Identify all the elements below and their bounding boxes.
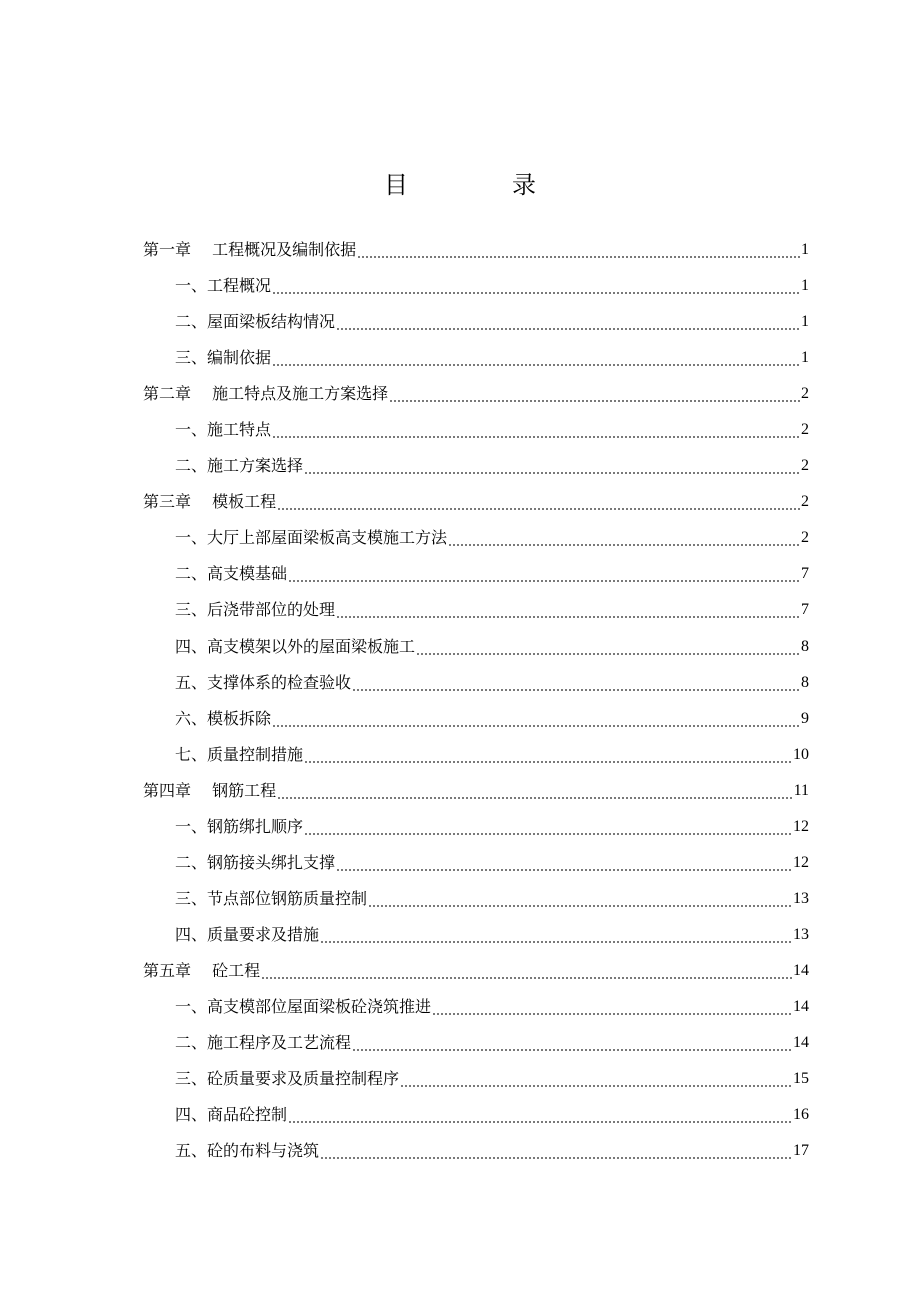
toc-section-entry[interactable]	[0, 1061, 920, 1097]
toc-page-number: 11	[793, 781, 809, 799]
toc-entry-label: 第五章 砼工程	[143, 960, 261, 980]
toc-dot-leader	[368, 889, 792, 909]
toc-section-entry[interactable]	[0, 809, 920, 845]
toc-entry-label: 第三章 模板工程	[143, 492, 277, 512]
toc-dot-leader	[277, 492, 800, 512]
toc-dot-leader	[352, 673, 800, 693]
toc-dot-leader	[272, 348, 800, 368]
toc-page-number: 13	[793, 889, 809, 907]
toc-dot-leader	[304, 745, 792, 765]
toc-section-entry[interactable]	[0, 917, 920, 953]
toc-page-number: 8	[801, 673, 809, 691]
toc-page-number: 2	[801, 457, 809, 475]
toc-page-number: 12	[793, 853, 809, 871]
toc-entry-label: 二、钢筋接头绑扎支撑	[175, 852, 336, 872]
toc-page-number: 14	[793, 961, 809, 979]
toc-page-number: 15	[793, 1070, 809, 1088]
toc-entry-label: 三、砼质量要求及质量控制程序	[175, 1069, 400, 1089]
toc-page-number: 1	[801, 277, 809, 295]
toc-entry-label: 三、后浇带部位的处理	[175, 600, 336, 620]
toc-entry-label: 第二章 施工特点及施工方案选择	[143, 384, 389, 404]
toc-entry-label: 三、节点部位钢筋质量控制	[175, 888, 368, 908]
toc-section-entry[interactable]	[0, 1133, 920, 1169]
toc-page-number: 14	[793, 1034, 809, 1052]
toc-title: 目 录	[384, 171, 576, 199]
toc-dot-leader	[272, 709, 800, 729]
toc-section-entry[interactable]	[0, 268, 920, 304]
toc-section-entry[interactable]	[0, 304, 920, 340]
toc-page-number: 2	[801, 385, 809, 403]
toc-entry-label: 二、施工程序及工艺流程	[175, 1033, 352, 1053]
toc-section-entry[interactable]	[0, 665, 920, 701]
toc-page-number: 13	[793, 925, 809, 943]
toc-entry-label: 一、大厅上部屋面梁板高支模施工方法	[175, 528, 448, 548]
toc-section-entry[interactable]	[0, 989, 920, 1025]
toc-page-number: 2	[801, 493, 809, 511]
toc-entry-label: 四、质量要求及措施	[175, 924, 320, 944]
toc-section-entry[interactable]	[0, 701, 920, 737]
toc-page-number: 2	[801, 421, 809, 439]
toc-dot-leader	[304, 817, 792, 837]
table-of-contents	[0, 232, 920, 1169]
toc-dot-leader	[389, 384, 800, 404]
toc-dot-leader	[320, 1141, 792, 1161]
toc-section-entry[interactable]	[0, 340, 920, 376]
toc-dot-leader	[357, 240, 800, 260]
toc-page-number: 16	[793, 1106, 809, 1124]
toc-dot-leader	[336, 312, 800, 332]
toc-page-number: 7	[801, 601, 809, 619]
toc-entry-label: 一、高支模部位屋面梁板砼浇筑推进	[175, 997, 432, 1016]
toc-dot-leader	[416, 637, 800, 657]
toc-section-entry[interactable]	[0, 556, 920, 592]
toc-page-number: 7	[801, 565, 809, 583]
toc-entry-label: 二、高支模基础	[175, 564, 288, 584]
toc-entry-label: 二、屋面梁板结构情况	[175, 312, 336, 332]
toc-dot-leader	[261, 961, 792, 981]
toc-chapter-entry[interactable]	[0, 953, 920, 989]
toc-section-entry[interactable]	[0, 1097, 920, 1133]
toc-chapter-entry[interactable]	[0, 232, 920, 268]
toc-dot-leader	[352, 1033, 792, 1053]
toc-dot-leader	[304, 456, 800, 476]
toc-dot-leader	[400, 1069, 792, 1089]
toc-page-number: 9	[801, 709, 809, 727]
toc-entry-label: 一、工程概况	[175, 276, 272, 296]
toc-entry-label: 五、砼的布料与浇筑	[175, 1141, 320, 1161]
toc-dot-leader	[288, 1105, 792, 1125]
toc-page-number: 2	[801, 529, 809, 547]
toc-dot-leader	[272, 276, 800, 296]
toc-entry-label: 七、质量控制措施	[175, 744, 304, 764]
toc-dot-leader	[288, 564, 800, 584]
toc-entry-label: 四、商品砼控制	[175, 1105, 288, 1125]
toc-entry-label: 三、编制依据	[175, 348, 272, 368]
toc-dot-leader	[277, 781, 793, 801]
toc-dot-leader	[336, 853, 792, 873]
toc-page-number: 14	[793, 998, 809, 1015]
toc-section-entry[interactable]	[0, 412, 920, 448]
toc-entry-label: 六、模板拆除	[175, 708, 272, 728]
toc-page-number: 1	[801, 241, 809, 259]
toc-section-entry[interactable]	[0, 737, 920, 773]
toc-dot-leader	[336, 600, 800, 620]
toc-dot-leader	[448, 528, 800, 548]
toc-dot-leader	[320, 925, 792, 945]
toc-section-entry[interactable]	[0, 845, 920, 881]
toc-dot-leader	[272, 420, 800, 440]
toc-chapter-entry[interactable]	[0, 484, 920, 520]
toc-page-number: 8	[801, 637, 809, 655]
toc-chapter-entry[interactable]	[0, 773, 920, 809]
toc-chapter-entry[interactable]	[0, 376, 920, 412]
toc-dot-leader	[432, 997, 792, 1017]
toc-page-number: 1	[801, 313, 809, 331]
toc-entry-label: 第四章 钢筋工程	[143, 780, 277, 800]
toc-entry-label: 一、钢筋绑扎顺序	[175, 816, 304, 836]
toc-entry-label: 第一章 工程概况及编制依据	[143, 240, 357, 260]
toc-entry-label: 一、施工特点	[175, 420, 272, 440]
toc-page-number: 10	[793, 745, 809, 763]
toc-section-entry[interactable]	[0, 629, 920, 665]
toc-page-number: 1	[801, 349, 809, 367]
toc-entry-label: 四、高支模架以外的屋面梁板施工	[175, 636, 416, 656]
toc-section-entry[interactable]	[0, 592, 920, 628]
toc-section-entry[interactable]	[0, 1025, 920, 1061]
toc-section-entry[interactable]	[0, 881, 920, 917]
toc-section-entry[interactable]	[0, 448, 920, 484]
toc-entry-label: 二、施工方案选择	[175, 456, 304, 476]
toc-page-number: 17	[793, 1142, 809, 1160]
toc-page-number: 12	[793, 817, 809, 835]
toc-section-entry[interactable]	[0, 520, 920, 556]
toc-entry-label: 五、支撑体系的检查验收	[175, 672, 352, 692]
